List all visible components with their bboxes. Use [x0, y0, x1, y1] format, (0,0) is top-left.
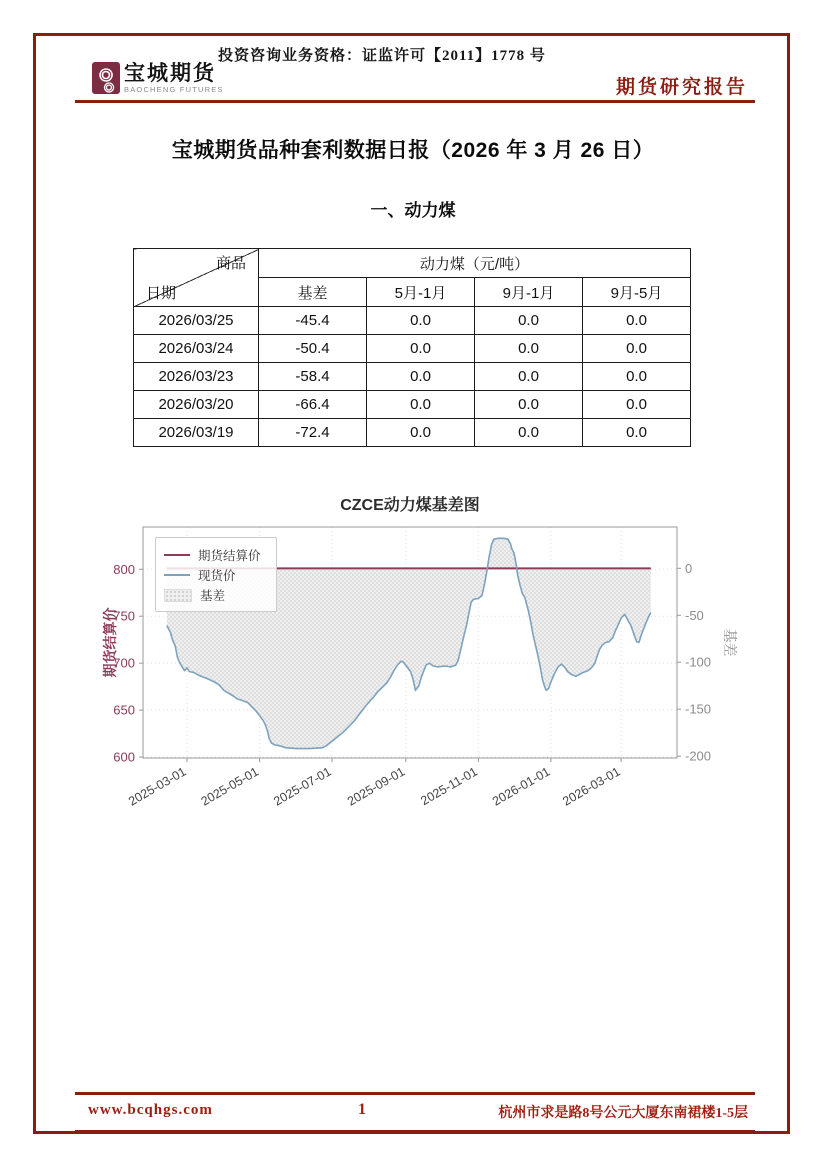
- cell-spread-3: 0.0: [583, 335, 691, 363]
- footer-address: 杭州市求是路8号公元大厦东南裙楼1-5层: [498, 1106, 748, 1121]
- cell-spread-1: 0.0: [367, 419, 475, 447]
- row-date: 2026/03/19: [134, 419, 259, 447]
- y-right-tick-label: -100: [685, 654, 712, 670]
- y-left-tick-label: 700: [113, 655, 135, 671]
- y-left-tick-label: 600: [113, 749, 135, 765]
- table-row: [134, 335, 691, 363]
- basis-area-swatch: [164, 589, 192, 602]
- x-tick-label: 2025-09-01: [344, 764, 408, 809]
- page-title: 宝城期货品种套利数据日报（2026 年 3 月 26 日）: [171, 139, 655, 162]
- table-corner-cell: [134, 249, 259, 307]
- row-date: 2026/03/20: [134, 391, 259, 419]
- cell-basis: -50.4: [259, 335, 367, 363]
- x-tick-label: 2025-11-01: [418, 764, 480, 809]
- y-left-axis-title: 期货结算价: [102, 607, 118, 678]
- footer-rule-top: [75, 1092, 755, 1095]
- cell-spread-2: 0.0: [475, 307, 583, 335]
- column-header-basis: 基差: [259, 278, 367, 307]
- x-tick-label: 2025-07-01: [271, 764, 334, 809]
- y-right-axis-title: 基差: [722, 628, 738, 657]
- column-header-sep-may: 9月-5月: [583, 278, 691, 307]
- x-tick-label: 2025-05-01: [198, 764, 262, 809]
- cell-spread-3: 0.0: [583, 363, 691, 391]
- table-row: [134, 307, 691, 335]
- section-heading: 一、动力煤: [370, 201, 456, 220]
- y-left-tick-label: 650: [113, 702, 135, 718]
- x-tick-label: 2025-03-01: [126, 764, 189, 809]
- footer-website: www.bcqhgs.com: [88, 1102, 213, 1118]
- x-tick-label: 2026-01-01: [490, 764, 553, 809]
- credential-text: 投资咨询业务资格：证监许可【2011】1778 号: [218, 48, 546, 64]
- cell-basis: -66.4: [259, 391, 367, 419]
- y-right-tick-label: -150: [685, 701, 712, 717]
- row-date: 2026/03/23: [134, 363, 259, 391]
- cell-spread-1: 0.0: [367, 335, 475, 363]
- spot-line-swatch: [164, 574, 190, 576]
- y-left-tick-label: 800: [113, 561, 135, 577]
- cell-spread-2: 0.0: [475, 335, 583, 363]
- cell-spread-2: 0.0: [475, 391, 583, 419]
- cell-basis: -72.4: [259, 419, 367, 447]
- cell-spread-3: 0.0: [583, 419, 691, 447]
- x-tick-label: 2026-03-01: [560, 764, 623, 809]
- cell-spread-2: 0.0: [475, 419, 583, 447]
- row-date: 2026/03/25: [134, 307, 259, 335]
- table-row: [134, 419, 691, 447]
- logo-text-en: BAOCHENG FUTURES: [124, 85, 224, 94]
- basis-table: [133, 248, 691, 447]
- corner-label-date: 日期: [146, 285, 177, 302]
- cell-basis: -45.4: [259, 307, 367, 335]
- legend-item-spot: 现货价: [164, 565, 268, 585]
- column-header-sep-jan: 9月-1月: [475, 278, 583, 307]
- table-row: [134, 363, 691, 391]
- basis-chart: [98, 488, 758, 838]
- table-group-header: 动力煤（元/吨）: [259, 249, 691, 278]
- y-left-tick-label: 750: [113, 608, 135, 624]
- legend-item-basis: 基差: [164, 585, 268, 605]
- table-row: [134, 391, 691, 419]
- chart-title: CZCE动力煤基差图: [340, 497, 480, 514]
- cell-basis: -58.4: [259, 363, 367, 391]
- cell-spread-1: 0.0: [367, 307, 475, 335]
- y-right-tick-label: -50: [685, 607, 704, 623]
- cell-spread-1: 0.0: [367, 363, 475, 391]
- cell-spread-3: 0.0: [583, 307, 691, 335]
- cell-spread-2: 0.0: [475, 363, 583, 391]
- logo-text-cn: 宝城期货: [124, 61, 216, 85]
- y-right-tick-label: 0: [685, 560, 693, 576]
- chart-legend: [155, 537, 277, 612]
- row-date: 2026/03/24: [134, 335, 259, 363]
- cell-spread-3: 0.0: [583, 391, 691, 419]
- legend-item-futures: 期货结算价: [164, 545, 268, 565]
- footer-page-number: 1: [358, 1101, 366, 1118]
- logo-icon: [92, 62, 120, 94]
- futures-line-swatch: [164, 554, 190, 556]
- report-type-label: 期货研究报告: [615, 77, 748, 98]
- footer-rule-bottom: [75, 1130, 755, 1132]
- column-header-may-jan: 5月-1月: [367, 278, 475, 307]
- y-right-tick-label: -200: [685, 748, 712, 764]
- cell-spread-1: 0.0: [367, 391, 475, 419]
- header-rule: [75, 100, 755, 103]
- company-logo: [92, 62, 224, 94]
- corner-label-commodity: 商品: [215, 255, 246, 272]
